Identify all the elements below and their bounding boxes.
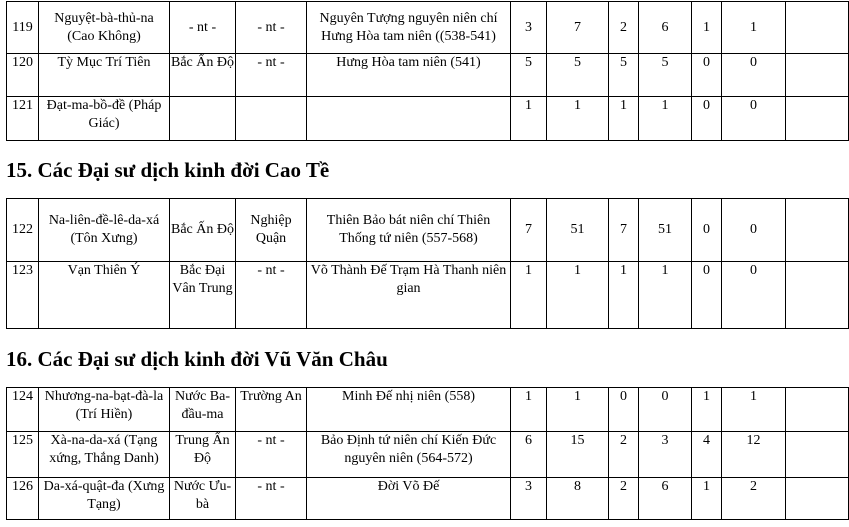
row-number: 123 [7, 262, 39, 329]
value-2: 7 [547, 2, 609, 54]
table-row [7, 478, 849, 520]
empty-cell [786, 388, 849, 432]
translator-name: Vạn Thiên Ý [39, 262, 170, 329]
value-1: 1 [511, 262, 547, 329]
value-2: 1 [547, 262, 609, 329]
origin: Bắc Ấn Độ [170, 54, 236, 97]
value-3: 2 [609, 478, 639, 520]
section-heading-cao-te: 15. Các Đại sư dịch kinh đời Cao Tề [6, 158, 330, 182]
value-6: 2 [722, 478, 786, 520]
value-6: 0 [722, 54, 786, 97]
value-2: 1 [547, 97, 609, 141]
value-6: 0 [722, 262, 786, 329]
place [236, 97, 307, 141]
value-4: 6 [639, 2, 692, 54]
empty-cell [786, 199, 849, 262]
value-3: 7 [609, 199, 639, 262]
value-3: 2 [609, 2, 639, 54]
value-3: 1 [609, 97, 639, 141]
period: Minh Đế nhị niên (558) [307, 388, 511, 432]
value-1: 3 [511, 2, 547, 54]
value-2: 15 [547, 432, 609, 478]
translator-name: Na-liên-đề-lê-da-xá (Tôn Xưng) [39, 199, 170, 262]
empty-cell [786, 2, 849, 54]
origin [170, 97, 236, 141]
empty-cell [786, 432, 849, 478]
value-5: 1 [692, 2, 722, 54]
value-3: 2 [609, 432, 639, 478]
origin: Nước Ưu-bà [170, 478, 236, 520]
row-number: 124 [7, 388, 39, 432]
place: - nt - [236, 2, 307, 54]
value-5: 1 [692, 478, 722, 520]
value-6: 0 [722, 97, 786, 141]
table-row [7, 388, 849, 432]
value-3: 5 [609, 54, 639, 97]
table-row [7, 262, 849, 329]
value-1: 3 [511, 478, 547, 520]
row-number: 126 [7, 478, 39, 520]
row-number: 125 [7, 432, 39, 478]
period: Nguyên Tượng nguyên niên chí Hưng Hòa tam niên ((538-541) [307, 2, 511, 54]
table-row [7, 2, 849, 54]
value-4: 5 [639, 54, 692, 97]
translators-table-cao-te [6, 198, 849, 329]
value-4: 0 [639, 388, 692, 432]
row-number: 120 [7, 54, 39, 97]
value-6: 12 [722, 432, 786, 478]
table-row [7, 54, 849, 97]
value-2: 8 [547, 478, 609, 520]
value-2: 51 [547, 199, 609, 262]
translator-name: Da-xá-quật-đa (Xưng Tạng) [39, 478, 170, 520]
place: - nt - [236, 478, 307, 520]
value-1: 1 [511, 388, 547, 432]
value-1: 7 [511, 199, 547, 262]
value-2: 5 [547, 54, 609, 97]
row-number: 121 [7, 97, 39, 141]
place: - nt - [236, 432, 307, 478]
origin: Bắc Ấn Độ [170, 199, 236, 262]
value-6: 1 [722, 2, 786, 54]
translator-name: Nguyệt-bà-thủ-na (Cao Không) [39, 2, 170, 54]
translator-name: Nhương-na-bạt-đà-la (Trí Hiền) [39, 388, 170, 432]
origin: - nt - [170, 2, 236, 54]
value-4: 1 [639, 97, 692, 141]
period: Thiên Bảo bát niên chí Thiên Thống tứ niên (557-568) [307, 199, 511, 262]
value-5: 0 [692, 262, 722, 329]
value-5: 4 [692, 432, 722, 478]
value-3: 1 [609, 262, 639, 329]
period: Đời Võ Đế [307, 478, 511, 520]
value-1: 1 [511, 97, 547, 141]
empty-cell [786, 54, 849, 97]
empty-cell [786, 97, 849, 141]
period: Bảo Định tứ niên chí Kiến Đức nguyên niên (564-572) [307, 432, 511, 478]
period: Võ Thành Đế Trạm Hà Thanh niên gian [307, 262, 511, 329]
place: - nt - [236, 54, 307, 97]
value-5: 1 [692, 388, 722, 432]
place: - nt - [236, 262, 307, 329]
value-4: 1 [639, 262, 692, 329]
value-6: 0 [722, 199, 786, 262]
value-4: 6 [639, 478, 692, 520]
value-2: 1 [547, 388, 609, 432]
table-row [7, 432, 849, 478]
period [307, 97, 511, 141]
translators-table-continued [6, 1, 849, 141]
value-1: 6 [511, 432, 547, 478]
origin: Bắc Đại Vân Trung [170, 262, 236, 329]
value-4: 51 [639, 199, 692, 262]
value-5: 0 [692, 54, 722, 97]
translator-name: Xà-na-da-xá (Tạng xứng, Thắng Danh) [39, 432, 170, 478]
translators-table-vu-van-chau [6, 387, 849, 520]
value-6: 1 [722, 388, 786, 432]
value-3: 0 [609, 388, 639, 432]
value-1: 5 [511, 54, 547, 97]
origin: Trung Ấn Độ [170, 432, 236, 478]
place: Nghiệp Quận [236, 199, 307, 262]
origin: Nước Ba-đầu-ma [170, 388, 236, 432]
period: Hưng Hòa tam niên (541) [307, 54, 511, 97]
value-4: 3 [639, 432, 692, 478]
translator-name: Đạt-ma-bồ-đề (Pháp Giác) [39, 97, 170, 141]
row-number: 122 [7, 199, 39, 262]
section-heading-vu-van-chau: 16. Các Đại sư dịch kinh đời Vũ Văn Châu [6, 347, 388, 371]
empty-cell [786, 262, 849, 329]
empty-cell [786, 478, 849, 520]
table-row [7, 199, 849, 262]
table-row [7, 97, 849, 141]
translator-name: Tỳ Mục Trí Tiên [39, 54, 170, 97]
value-5: 0 [692, 199, 722, 262]
value-5: 0 [692, 97, 722, 141]
row-number: 119 [7, 2, 39, 54]
place: Trường An [236, 388, 307, 432]
